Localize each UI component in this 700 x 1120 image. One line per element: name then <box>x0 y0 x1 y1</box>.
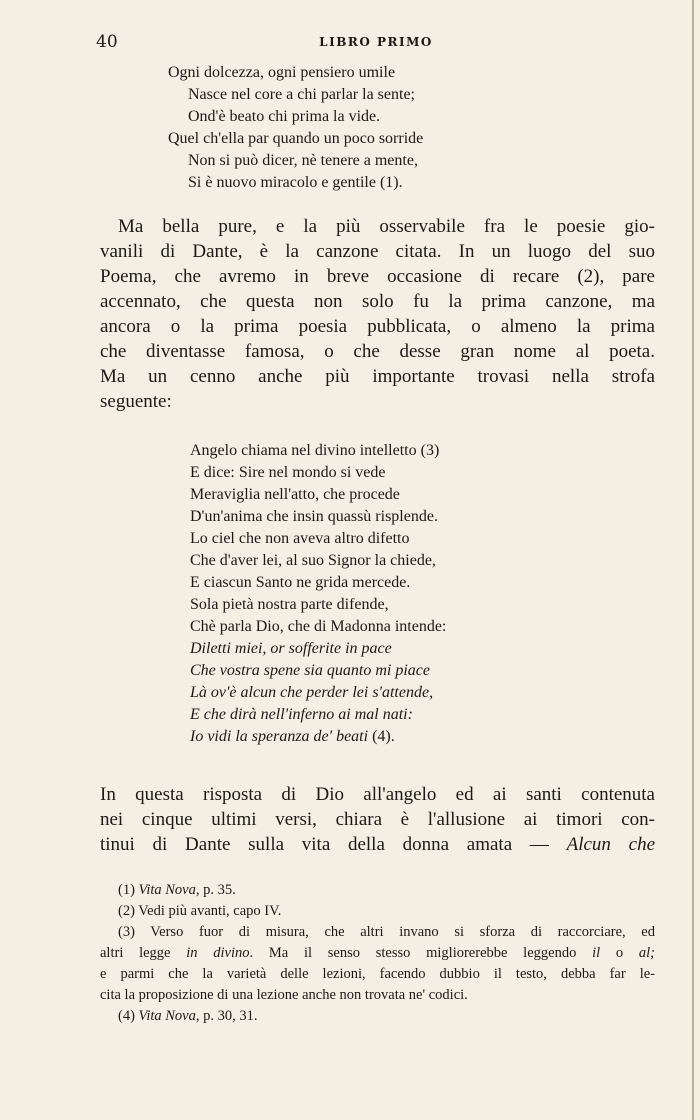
verse-line: Che d'aver lei, al suo Signor la chiede, <box>190 552 436 569</box>
footnote-title: Vita Nova <box>138 882 196 898</box>
verse-line: E ciascun Santo ne grida mercede. <box>190 574 411 591</box>
text-line: nei cinque ultimi versi, chiara è l'allusione ai timori con- <box>100 809 655 830</box>
verse-line: Diletti miei, or sofferite in pace <box>190 640 392 657</box>
running-title: LIBRO PRIMO <box>319 35 433 49</box>
footnote-3-line <box>100 922 655 943</box>
text-line: In questa risposta di Dio all'angelo ed ai santi contenuta <box>100 784 655 805</box>
verse-line: Ogni dolcezza, ogni pensiero umile <box>168 64 396 81</box>
footnote-text: o <box>615 945 624 961</box>
page-header <box>96 32 656 56</box>
footnote-3-line: e parmi che la varietà delle lezioni, facendo dubbio il testo, debba far le- <box>100 966 655 982</box>
verse-text: Io vidi la speranza de' beati <box>190 728 369 745</box>
footnote-italic: in divino <box>186 945 250 961</box>
text-line: Ma un cenno anche più importante trovasi nella strofa <box>100 366 655 387</box>
verse-line: Chè parla Dio, che di Madonna intende: <box>190 618 447 635</box>
footnotes <box>100 880 655 1027</box>
footnote-2 <box>100 901 655 922</box>
paragraph-2 <box>100 782 655 857</box>
text-line: accennato, che questa non solo fu la prima canzone, ma <box>100 291 655 312</box>
verse-line: Ond'è beato chi prima la vide. <box>188 108 381 125</box>
poem-stanza-2 <box>190 440 446 748</box>
verse-line: Nasce nel core a chi parlar la sente; <box>188 86 415 103</box>
footnote-3-line <box>100 943 655 964</box>
footnote-text: , p. 35. <box>195 882 236 898</box>
verse-line: E dice: Sire nel mondo si vede <box>190 464 386 481</box>
footnote-number: (1) <box>118 882 135 898</box>
verse-line: Meraviglia nell'atto, che procede <box>190 486 400 503</box>
footnote-text: (3) Verso fuor di misura, che altri invano si sforza di raccorciare, ed <box>118 924 655 940</box>
verse-line: E che dirà nell'inferno ai mal nati: <box>190 706 413 723</box>
paragraph-1 <box>100 214 655 414</box>
footnote-number: (4) <box>118 1008 135 1024</box>
footnote-italic: al; <box>638 945 656 961</box>
footnote-text: . Ma il senso stesso migliorerebbe leggendo <box>249 945 577 961</box>
poem-stanza-1 <box>168 62 423 194</box>
footnote-ref: (4). <box>372 728 395 745</box>
footnote-3-line: cita la proposizione di una lezione anche non trovata ne' codici. <box>100 987 468 1003</box>
footnote-text: , p. 30, 31. <box>195 1008 258 1024</box>
text-line: vanili di Dante, è la canzone citata. In un luogo del suo <box>100 241 655 262</box>
footnote-italic: il <box>592 945 601 961</box>
text-line <box>100 832 655 857</box>
footnote-4 <box>100 1006 655 1027</box>
verse-line: Che vostra spene sia quanto mi piace <box>190 662 430 679</box>
text-line: seguente: <box>100 391 172 412</box>
verse-line: Lo ciel che non aveva altro difetto <box>190 530 410 547</box>
text-line: ancora o la prima poesia pubblicata, o almeno la prima <box>100 316 655 337</box>
verse-line: Quel ch'ella par quando un poco sorride <box>168 130 424 147</box>
verse-line: Là ov'è alcun che perder lei s'attende, <box>190 684 434 701</box>
footnote-title: Vita Nova <box>138 1008 196 1024</box>
text-line: Poema, che avremo in breve occasione di recare (2), pare <box>100 266 655 287</box>
verse-line: Non si può dicer, nè tenere a mente, <box>188 152 418 169</box>
page-number: 40 <box>96 32 118 52</box>
footnote-text: altri legge <box>100 945 171 961</box>
text-line: Ma bella pure, e la più osservabile fra le poesie gio- <box>118 216 655 237</box>
text-segment-italic: Alcun che <box>566 834 656 855</box>
footnote-text: (2) Vedi più avanti, capo IV. <box>118 903 282 919</box>
verse-line: Si è nuovo miracolo e gentile (1). <box>188 174 403 191</box>
text-line: che diventasse famosa, o che desse gran nome al poeta. <box>100 341 655 362</box>
footnote-1 <box>100 880 655 901</box>
verse-line: D'un'anima che insin quassù risplende. <box>190 508 438 525</box>
verse-line: Angelo chiama nel divino intelletto (3) <box>190 442 440 459</box>
verse-line: Sola pietà nostra parte difende, <box>190 596 389 613</box>
page-edge <box>692 0 694 1120</box>
verse-line-last <box>190 726 446 748</box>
text-segment: tinui di Dante sulla vita della donna amata — <box>100 834 549 855</box>
